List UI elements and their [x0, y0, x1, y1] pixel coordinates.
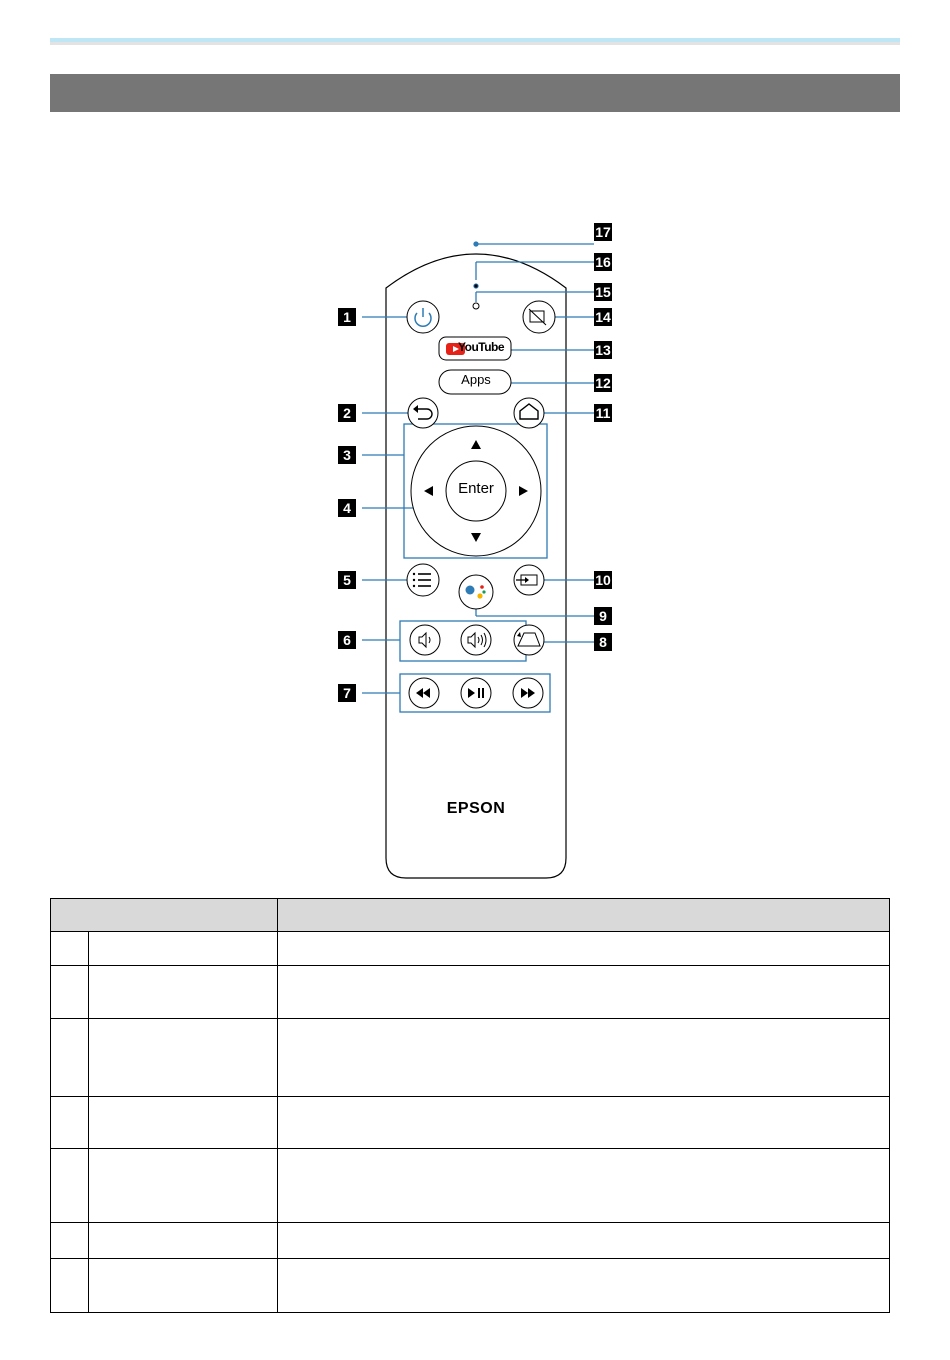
table-row — [51, 1097, 890, 1149]
menu-button — [407, 564, 439, 596]
row-function — [278, 932, 890, 966]
av-mute-button — [523, 301, 555, 333]
table-row — [51, 1149, 890, 1223]
row-number — [51, 1259, 89, 1313]
row-number — [51, 932, 89, 966]
callout-16: 16 — [595, 254, 611, 270]
power-button — [407, 301, 439, 333]
row-number — [51, 1097, 89, 1149]
callout-4: 4 — [338, 499, 356, 517]
row-name — [89, 1019, 278, 1097]
row-number — [51, 1223, 89, 1259]
home-button — [514, 398, 544, 428]
table-row — [51, 1259, 890, 1313]
volume-down-button — [410, 625, 440, 655]
apps-label: Apps — [461, 372, 491, 387]
callout-6: 6 — [338, 631, 356, 649]
row-function — [278, 1097, 890, 1149]
callout-3: 3 — [338, 446, 356, 464]
fast-forward-button — [513, 678, 543, 708]
row-function — [278, 1259, 890, 1313]
callout-10: 10 — [595, 572, 611, 588]
row-number — [51, 1019, 89, 1097]
callout-5: 5 — [338, 571, 356, 589]
table-row — [51, 1019, 890, 1097]
callout-9: 9 — [594, 607, 612, 625]
remote-illustration — [330, 218, 630, 888]
top-rule — [50, 38, 900, 42]
row-name — [89, 1149, 278, 1223]
callout-12: 12 — [595, 375, 611, 391]
header-name — [51, 899, 278, 932]
back-button — [408, 398, 438, 428]
source-button — [514, 565, 544, 595]
keystone-button — [514, 625, 544, 655]
table-row — [51, 1223, 890, 1259]
google-assistant-button — [459, 575, 493, 609]
row-function — [278, 1223, 890, 1259]
header-function — [278, 899, 890, 932]
callout-7: 7 — [338, 684, 356, 702]
section-heading-bar — [50, 74, 900, 112]
callout-2: 2 — [338, 404, 356, 422]
callout-13: 13 — [595, 342, 611, 358]
row-name — [89, 932, 278, 966]
parts-table — [50, 898, 890, 1313]
volume-up-button — [461, 625, 491, 655]
callout-1: 1 — [338, 308, 356, 326]
callout-15: 15 — [595, 284, 611, 300]
row-function — [278, 966, 890, 1019]
rewind-button — [409, 678, 439, 708]
row-number — [51, 1149, 89, 1223]
callout-14: 14 — [595, 309, 611, 325]
table-header-row — [51, 899, 890, 932]
row-number — [51, 966, 89, 1019]
indicator-led — [474, 284, 477, 287]
row-name — [89, 966, 278, 1019]
enter-button[interactable]: Enter — [458, 480, 494, 497]
youtube-label: YouTube — [458, 340, 505, 354]
row-function — [278, 1019, 890, 1097]
play-pause-button — [461, 678, 491, 708]
callout-11: 11 — [595, 405, 611, 421]
row-name — [89, 1097, 278, 1149]
row-name — [89, 1223, 278, 1259]
callout-8: 8 — [594, 633, 612, 651]
table-row — [51, 966, 890, 1019]
row-function — [278, 1149, 890, 1223]
remote-control-diagram — [330, 218, 630, 888]
brand-logo: EPSON — [446, 800, 506, 817]
row-name — [89, 1259, 278, 1313]
callout-17: 17 — [595, 224, 611, 240]
table-row — [51, 932, 890, 966]
